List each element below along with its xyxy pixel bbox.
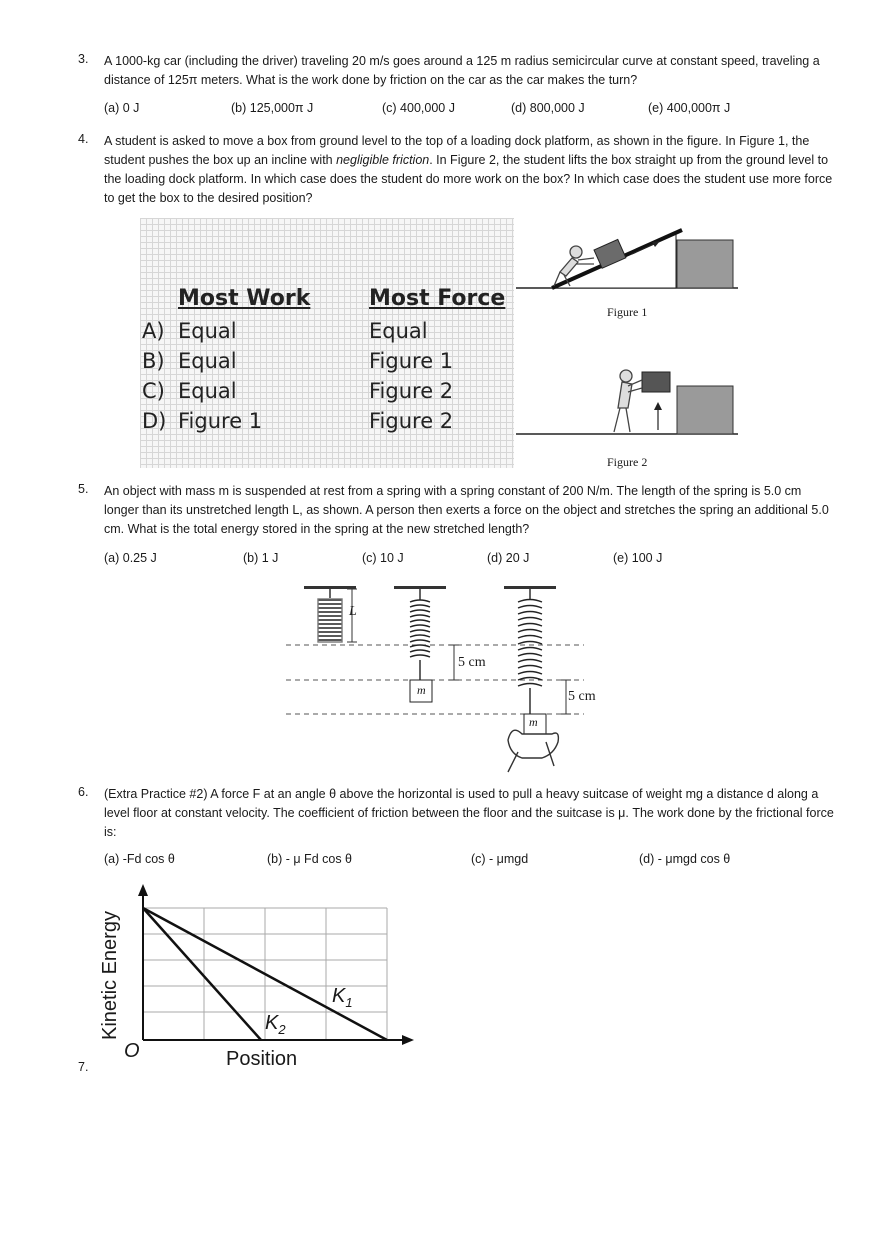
- q4-row-letter: B): [142, 349, 165, 373]
- figure2-label: Figure 2: [607, 455, 648, 469]
- ceiling-3: [504, 586, 556, 589]
- q6-option-b: (b) - μ Fd cos θ: [267, 852, 352, 866]
- q3-option-a: (a) 0 J: [104, 101, 140, 115]
- q3-option-b: (b) 125,000π J: [231, 101, 314, 115]
- spring-2: [410, 589, 430, 680]
- q4-figures: [514, 218, 740, 470]
- q7-k2-subscript: 2: [278, 1022, 286, 1037]
- fig2-platform: [677, 386, 733, 434]
- q7-number: 7.: [78, 1060, 89, 1074]
- q5-option-d: (d) 20 J: [487, 551, 530, 565]
- q7-k2-letter: K: [265, 1012, 279, 1034]
- fig1-platform: [677, 240, 733, 288]
- q5-option-a: (a) 0.25 J: [104, 551, 157, 565]
- q7-k1-subscript: 1: [345, 995, 353, 1010]
- q5-option-e: (e) 100 J: [613, 551, 663, 565]
- q4-row-work: Figure 1: [178, 409, 263, 433]
- hand-icon: [508, 730, 558, 772]
- spring-label-L: L: [349, 604, 357, 619]
- spring-dim-label-2: 5 cm: [568, 689, 596, 704]
- ceiling-2: [394, 586, 446, 589]
- spring-1: [318, 589, 342, 642]
- q3-text: A 1000-kg car (including the driver) traveling 20 m/s goes around a 125 m radius semicircular curve at constant speed, traveling a distance of 125π meters. What is the work done by friction on the car as the car makes the turn?: [104, 54, 820, 87]
- q4-text-part1: A student is asked to move a box from ground level to the top of a loading dock platform, as shown in the figure. In Figure 1, the student pushes the box up an incline with: [104, 134, 810, 167]
- q4-row-force: Figure 2: [369, 409, 454, 433]
- q4-number: 4.: [78, 132, 89, 146]
- q4-row-work: Equal: [178, 379, 237, 403]
- q4-col1-header: Most Work: [178, 286, 311, 311]
- q4-row-letter: D): [142, 409, 167, 433]
- q3-option-c: (c) 400,000 J: [382, 101, 455, 115]
- q4-col2-header: Most Force: [369, 286, 506, 311]
- spring-dim-label-1: 5 cm: [458, 655, 486, 670]
- mass-label-1: m: [417, 683, 426, 697]
- q7-label-K2: [265, 1012, 286, 1037]
- q5-option-c: (c) 10 J: [362, 551, 404, 565]
- q4-text-italic: negligible friction: [336, 153, 430, 167]
- fig2-box: [642, 372, 670, 392]
- q6-option-d: (d) - μmgd cos θ: [639, 852, 731, 866]
- q5-number: 5.: [78, 482, 89, 496]
- q6-option-c: (c) - μmgd: [471, 852, 529, 866]
- q4-text: [104, 132, 834, 208]
- q7-xlabel: Position: [226, 1048, 298, 1070]
- q4-row-force: Figure 2: [369, 379, 454, 403]
- q5-text: An object with mass m is suspended at rest from a spring with a spring constant of 200 N/m. The length of the spring is 5.0 cm longer than its unstretched length L, as shown. A person then exerts a force on the object and stretches the spring an additional 5.0 cm. What is the total energy stored in the spring at the new stretched length?: [104, 484, 829, 536]
- q6-number: 6.: [78, 785, 89, 799]
- q4-row-work: Equal: [178, 319, 237, 343]
- q6-option-a: (a) -Fd cos θ: [104, 852, 175, 866]
- q7-label-K1: [332, 985, 353, 1010]
- q4-row-force: Equal: [369, 319, 428, 343]
- q4-row-force: Figure 1: [369, 349, 454, 373]
- q5-spring-figure: [284, 580, 614, 775]
- q3-option-d: (d) 800,000 J: [511, 101, 585, 115]
- q7-k1-letter: K: [332, 985, 346, 1007]
- q5-option-b: (b) 1 J: [243, 551, 279, 565]
- q7-line-K2: [143, 908, 261, 1040]
- figure1-label: Figure 1: [607, 305, 648, 319]
- q4-row-work: Equal: [178, 349, 237, 373]
- spring-3: [518, 589, 542, 714]
- mass-label-2: m: [529, 715, 538, 729]
- q4-text-part2: . In Figure 2, the student lifts the box straight up from the ground level to the loading dock platform. In which case does the student do more work on the box? In which case does the student use more force to get the box to the desired position?: [104, 153, 833, 205]
- q6-text: (Extra Practice #2) A force F at an angle θ above the horizontal is used to pull a heavy suitcase of weight mg a distance d along a level floor at constant velocity. The coefficient of friction between the floor and the suitcase is μ. The work done by the frictional force is:: [104, 787, 834, 839]
- q4-row-letter: A): [142, 319, 165, 343]
- q7-origin-label: O: [124, 1040, 140, 1062]
- q3-number: 3.: [78, 52, 89, 66]
- q7-y-arrowhead: [138, 884, 148, 896]
- q7-ylabel: Kinetic Energy: [99, 911, 121, 1040]
- q3-option-e: (e) 400,000π J: [648, 101, 731, 115]
- q7-x-arrowhead: [402, 1035, 414, 1045]
- q4-row-letter: C): [142, 379, 165, 403]
